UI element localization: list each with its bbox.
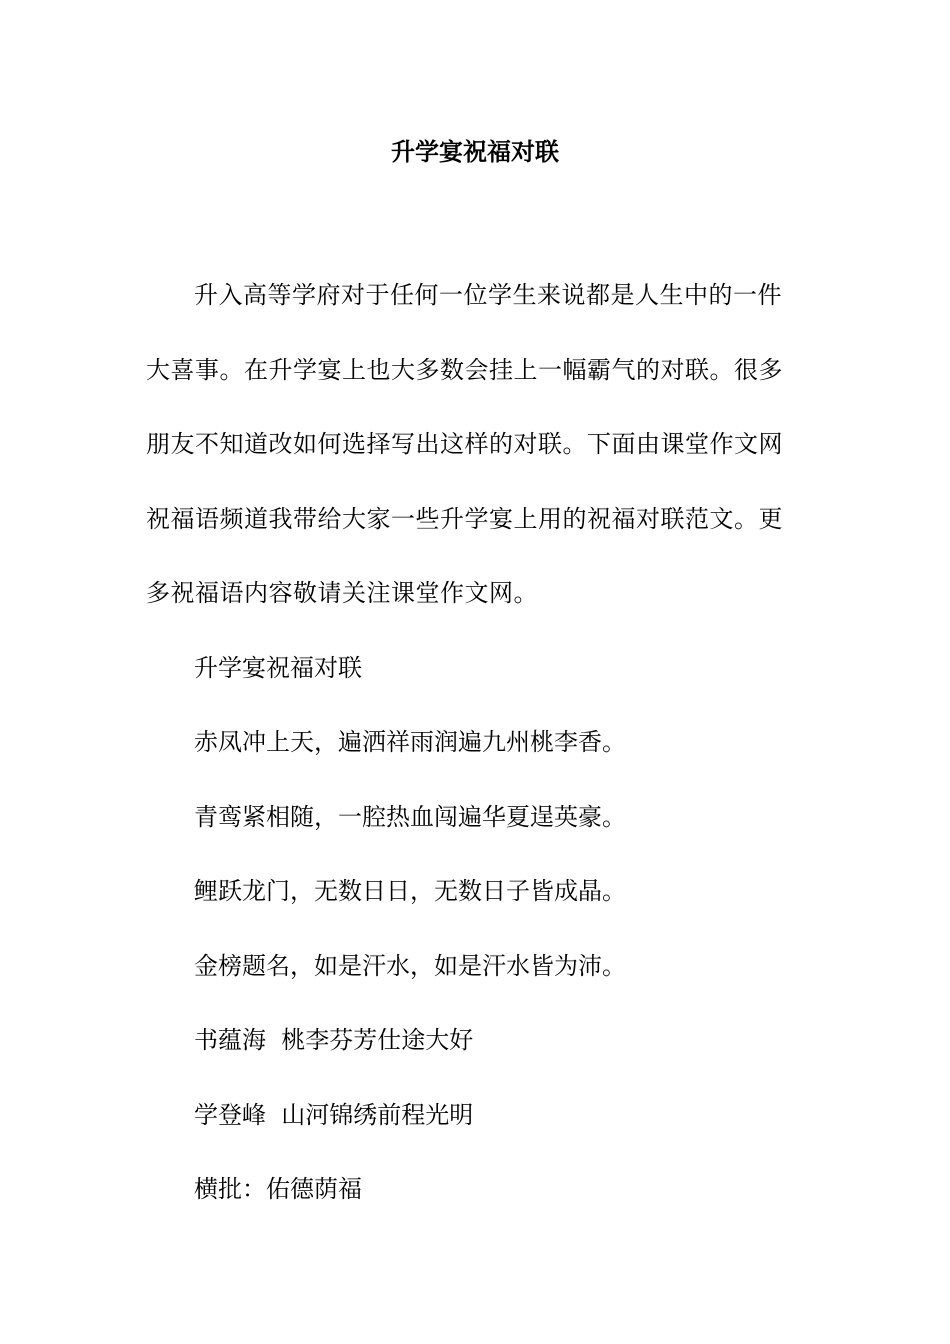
horizontal-scroll-line: 横批：佑德荫福 [194, 1175, 362, 1203]
couplet-line: 青鸾紧相随，一腔热血闯遍华夏逞英豪。 [194, 802, 626, 831]
couplet-line: 鲤跃龙门，无数日日，无数日子皆成晶。 [194, 877, 626, 905]
couplet-line: 赤凤冲上天，遍洒祥雨润遍九州桃李香。 [194, 728, 626, 756]
couplet-line: 金榜题名，如是汗水，如是汗水皆为沛。 [194, 951, 626, 980]
couplet-line: 学登峰 山河锦绣前程光明 [194, 1100, 474, 1129]
section-heading: 升学宴祝福对联 [194, 653, 362, 682]
document-title: 升学宴祝福对联 [391, 137, 559, 166]
couplet-line: 书蕴海 桃李芬芳仕途大好 [194, 1026, 474, 1054]
intro-paragraph: 升入高等学府对于任何一位学生来说都是人生中的一件大喜事。在升学宴上也大多数会挂上一幅霸气的对联。很多朋友不知道改如何选择写出这样的对联。下面由课堂作文网祝福语频道我带给大家一些升学宴上用的祝福对联范文。更多祝福语内容敬请关注课堂作文网。 [146, 281, 783, 607]
document-body [146, 258, 806, 1227]
